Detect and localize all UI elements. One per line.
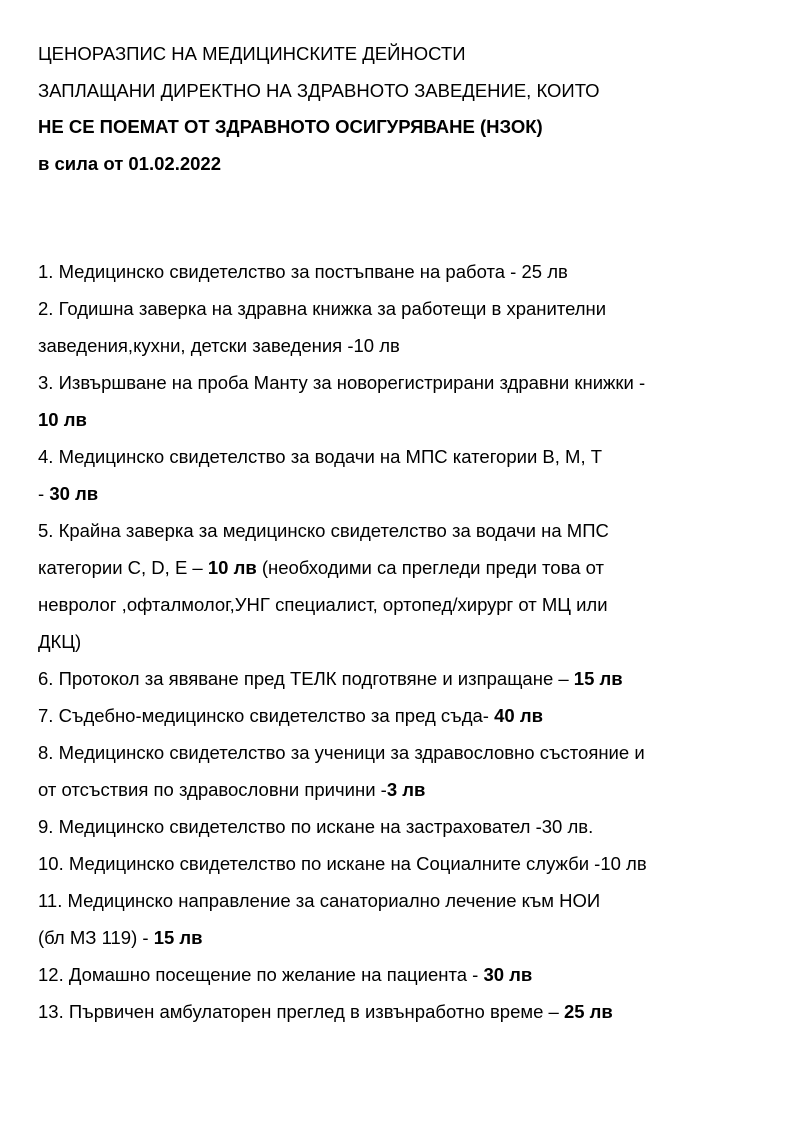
price-item-7-price: 40 лв — [494, 705, 543, 726]
price-item-5-categories: категории С, D, Е – — [38, 557, 208, 578]
price-item-4-dash: - — [38, 483, 50, 504]
price-item-5-line-4: ДКЦ) — [38, 631, 82, 652]
price-item-1: 1. Медицинско свидетелство за постъпване на работа - 25 лв — [38, 261, 568, 282]
price-item-12-price: 30 лв — [483, 964, 533, 985]
price-item-3-line-1: 3. Извършване на проба Манту за новорегистрирани здравни книжки - — [38, 372, 646, 393]
price-item-13 — [38, 993, 763, 1030]
document-header — [38, 36, 758, 182]
price-item-11-line-1: 11. Медицинско направление за санаториално лечение към НОИ — [38, 890, 601, 911]
price-item-3-line-2 — [38, 401, 763, 438]
price-item-7 — [38, 697, 763, 734]
price-item-13-price: 25 лв — [563, 1001, 613, 1022]
price-list — [38, 253, 763, 1030]
header-line-2: ЗАПЛАЩАНИ ДИРЕКТНО НА ЗДРАВНОТО ЗАВЕДЕНИЕ, КОИТО — [38, 79, 600, 101]
price-item-13-text: 13. Първичен амбулаторен преглед в извънработно време – — [38, 1001, 564, 1022]
price-item-4-price: 30 лв — [49, 483, 99, 504]
price-item-8-line-1: 8. Медицинско свидетелство за ученици за здравословно състояние и — [38, 742, 645, 763]
price-item-8-text: от отсъствия по здравословни причини - — [38, 779, 387, 800]
price-item-11-line-2 — [38, 919, 763, 956]
price-item-2-line-2: заведения,кухни, детски заведения -10 лв — [38, 335, 400, 356]
price-item-10: 10. Медицинско свидетелство по искане на Социалните служби -10 лв — [38, 853, 647, 874]
price-item-4-line-2 — [38, 475, 763, 512]
price-item-2-line-1: 2. Годишна заверка на здравна книжка за работещи в хранителни — [38, 298, 607, 319]
effective-date: в сила от 01.02.2022 — [38, 152, 221, 174]
price-item-8-price: 3 лв — [386, 779, 426, 800]
price-item-5-note: (необходими са прегледи преди това от — [256, 557, 605, 578]
price-item-12 — [38, 956, 763, 993]
header-line-1: ЦЕНОРАЗПИС НА МЕДИЦИНСКИТЕ ДЕЙНОСТИ — [38, 43, 466, 64]
price-item-8-line-2 — [38, 771, 763, 808]
price-item-11-text: (бл МЗ 119) - — [38, 927, 154, 948]
price-item-5-line-2 — [38, 549, 763, 586]
price-item-5-price: 10 лв — [207, 557, 257, 578]
price-item-3-price: 10 лв — [38, 409, 87, 430]
price-item-11-price: 15 лв — [153, 927, 203, 948]
price-item-5-line-1: 5. Крайна заверка за медицинско свидетелство за водачи на МПС — [38, 520, 609, 541]
price-item-5-line-3: невролог ,офталмолог,УНГ специалист, ортопед/хирург от МЦ или — [38, 594, 608, 615]
price-item-6-price: 15 лв — [573, 668, 623, 689]
price-item-6 — [38, 660, 763, 697]
price-item-6-text: 6. Протокол за явяване пред ТЕЛК подготвяне и изпращане – — [38, 668, 574, 689]
price-item-7-text: 7. Съдебно-медицинско свидетелство за пред съда- — [38, 705, 495, 726]
price-item-4-line-1: 4. Медицинско свидетелство за водачи на МПС категории В, М, Т — [38, 446, 603, 467]
price-item-12-text: 12. Домашно посещение по желание на пациента - — [38, 964, 484, 985]
price-item-9: 9. Медицинско свидетелство по искане на застраховател -30 лв. — [38, 816, 594, 837]
header-line-3: НЕ СЕ ПОЕМАТ ОТ ЗДРАВНОТО ОСИГУРЯВАНЕ (НЗОК) — [38, 116, 543, 138]
